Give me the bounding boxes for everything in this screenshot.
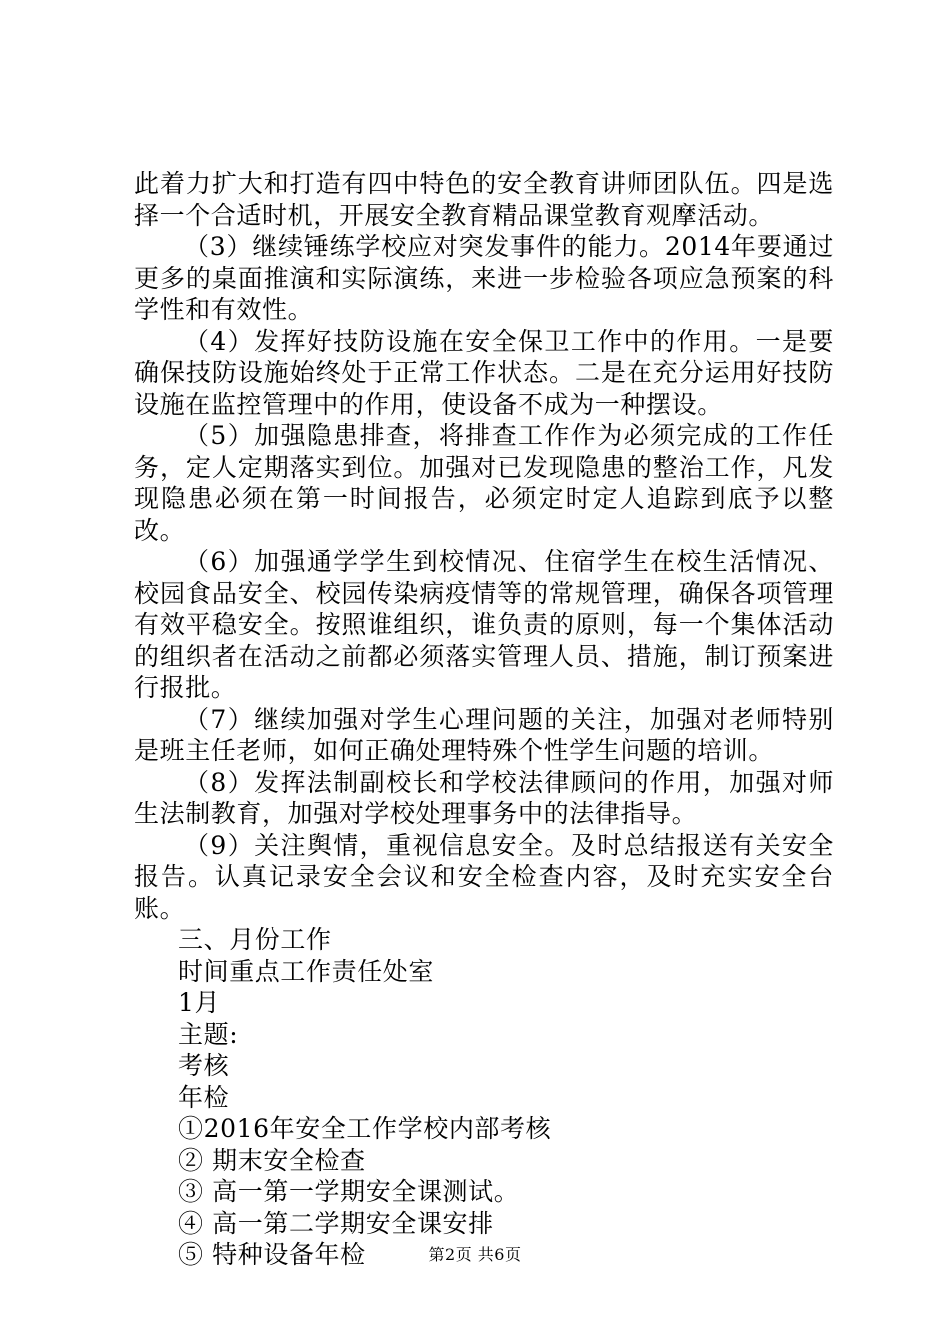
page-number: 第2页 共6页 [428, 1245, 522, 1264]
list-item: ③ 高一第一学期安全课测试。 [178, 1177, 520, 1206]
list-item: 年检 [178, 1082, 230, 1112]
list-item: ①2016年安全工作学校内部考核 [178, 1114, 552, 1143]
list-item: ④ 高一第二学期安全课安排 [178, 1208, 494, 1238]
list-item: 考核 [178, 1051, 230, 1080]
section-heading: 三、月份工作 [178, 925, 332, 954]
document-body [134, 168, 834, 1271]
paragraph: （6）加强通学学生到校情况、住宿学生在校生活情况、校园食品安全、校园传染病疫情等的常规管理，确保各项管理有效平稳安全。按照谁组织，谁负责的原则，每一个集体活动的组织者在活动之前都必须落实管理人员、措施，制订预案进行报批。 [134, 547, 834, 702]
paragraph: （5）加强隐患排查，将排查工作作为必须完成的工作任务，定人定期落实到位。加强对已发现隐患的整治工作，凡发现隐患必须在第一时间报告，必须定时定人追踪到底予以整改。 [134, 421, 834, 545]
list-item: ② 期末安全检查 [178, 1145, 366, 1175]
paragraph: （3）继续锤练学校应对突发事件的能力。2014年要通过更多的桌面推演和实际演练，来进一步检验各项应急预案的科学性和有效性。 [134, 232, 834, 324]
paragraph: （4）发挥好技防设施在安全保卫工作中的作用。一是要确保技防设施始终处于正常工作状态。二是在充分运用好技防设施在监控管理中的作用，使设备不成为一种摆设。 [134, 326, 834, 419]
paragraph: 此着力扩大和打造有四中特色的安全教育讲师团队伍。四是选择一个合适时机，开展安全教育精品课堂教育观摩活动。 [134, 169, 834, 230]
list-item: 主题: [178, 1019, 239, 1049]
table-header-line: 时间重点工作责任处室 [178, 956, 435, 986]
list-item: 1月 [178, 988, 221, 1017]
paragraph: （8）发挥法制副校长和学校法律顾问的作用，加强对师生法制教育，加强对学校处理事务中的法律指导。 [134, 767, 834, 828]
paragraph: （7）继续加强对学生心理问题的关注，加强对老师特别是班主任老师，如何正确处理特殊个性学生问题的培训。 [134, 704, 834, 765]
paragraph: （9）关注舆情，重视信息安全。及时总结报送有关安全报告。认真记录安全会议和安全检查内容，及时充实安全台账。 [134, 830, 834, 923]
list-item: ⑤ 特种设备年检 [178, 1240, 366, 1269]
